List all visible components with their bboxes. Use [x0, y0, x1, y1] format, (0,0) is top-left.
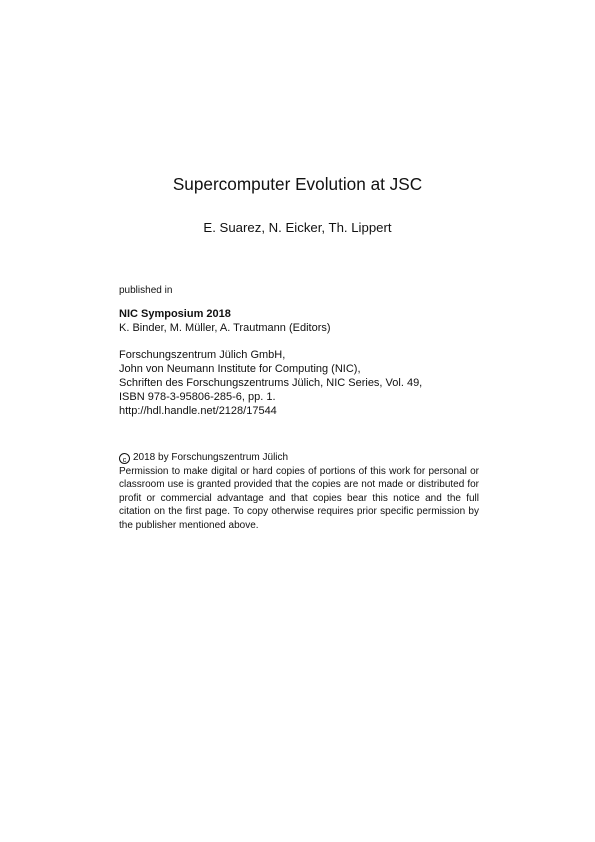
- symposium-editors: K. Binder, M. Müller, A. Trautmann (Editors): [119, 322, 331, 334]
- copyright-text: 2018 by Forschungszentrum Jülich: [133, 452, 289, 463]
- publisher-line: John von Neumann Institute for Computing (NIC),: [119, 363, 361, 375]
- publisher-block: [119, 348, 479, 418]
- publisher-line: Forschungszentrum Jülich GmbH,: [119, 349, 286, 361]
- copyright-line: [119, 451, 479, 465]
- symposium-title: NIC Symposium 2018: [119, 308, 231, 320]
- published-in-label: published in: [119, 285, 173, 296]
- copyright-icon: c: [119, 453, 130, 464]
- document-title: Supercomputer Evolution at JSC: [172, 174, 423, 194]
- copyright-block: [119, 451, 479, 532]
- handle-url[interactable]: http://hdl.handle.net/2128/17544: [119, 405, 277, 417]
- publisher-line: Schriften des Forschungszentrums Jülich, NIC Series, Vol. 49,: [119, 377, 423, 389]
- permission-notice: Permission to make digital or hard copies of portions of this work for personal or classroom use is granted provided that the copies are not made or distributed for profit or commercial advantage and that copies bear this notice and the full citation on the first page. To copy otherwise requires prior specific permission by the publisher mentioned above.: [119, 465, 479, 531]
- author-list: E. Suarez, N. Eicker, Th. Lippert: [203, 220, 392, 235]
- symposium-block: [119, 307, 479, 335]
- publisher-line: ISBN 978-3-95806-285-6, pp. 1.: [119, 391, 276, 403]
